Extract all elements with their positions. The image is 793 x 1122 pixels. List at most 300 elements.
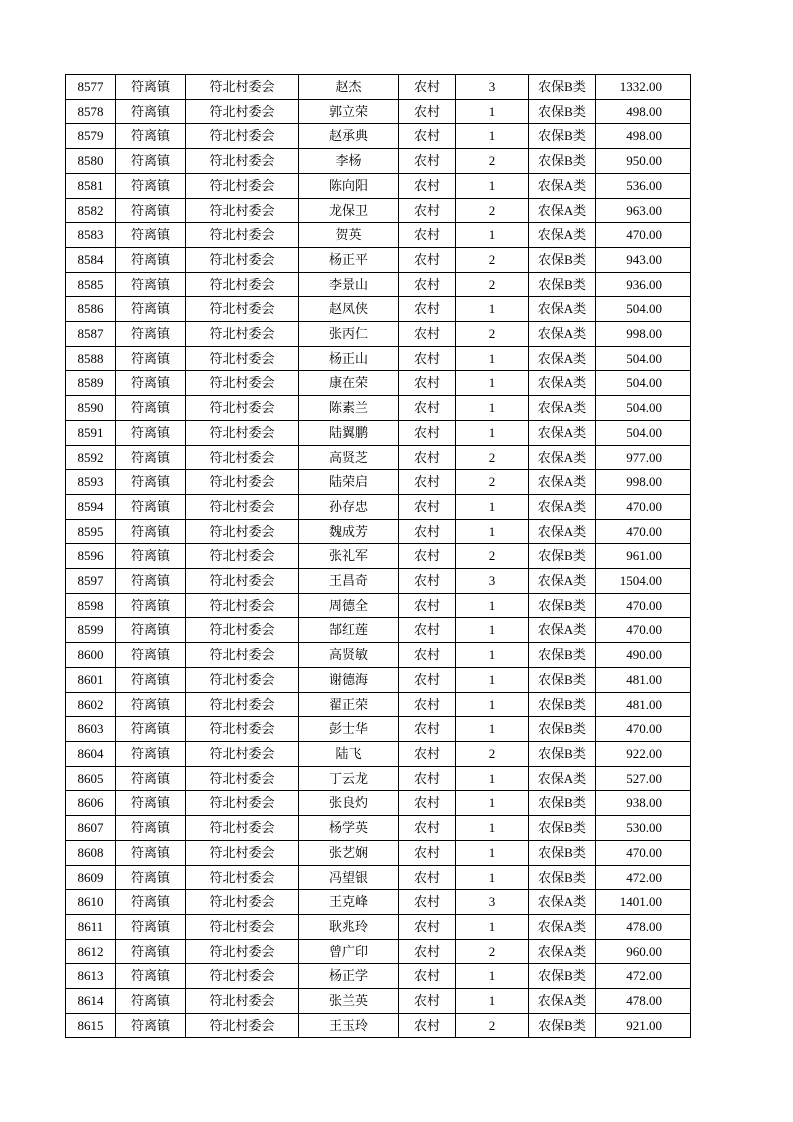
cell-residence-type: 农村 <box>399 99 456 124</box>
cell-residence-type: 农村 <box>399 75 456 100</box>
table-row <box>66 371 691 396</box>
cell-person-name: 郭立荣 <box>299 99 399 124</box>
cell-person-name: 康在荣 <box>299 371 399 396</box>
cell-amount: 938.00 <box>596 791 691 816</box>
cell-household-count: 1 <box>456 840 529 865</box>
cell-village-committee: 符北村委会 <box>186 593 299 618</box>
cell-village-committee: 符北村委会 <box>186 346 299 371</box>
cell-insurance-category: 农保A类 <box>529 519 596 544</box>
cell-residence-type: 农村 <box>399 939 456 964</box>
cell-village-committee: 符北村委会 <box>186 519 299 544</box>
cell-serial-number: 8611 <box>66 914 116 939</box>
cell-person-name: 陆飞 <box>299 741 399 766</box>
cell-insurance-category: 农保A类 <box>529 223 596 248</box>
cell-serial-number: 8609 <box>66 865 116 890</box>
cell-village-committee: 符北村委会 <box>186 939 299 964</box>
table-row <box>66 297 691 322</box>
cell-household-count: 2 <box>456 149 529 174</box>
cell-village-committee: 符北村委会 <box>186 766 299 791</box>
cell-serial-number: 8610 <box>66 890 116 915</box>
cell-town: 符离镇 <box>116 173 186 198</box>
cell-person-name: 龙保卫 <box>299 198 399 223</box>
cell-serial-number: 8603 <box>66 717 116 742</box>
cell-serial-number: 8612 <box>66 939 116 964</box>
cell-residence-type: 农村 <box>399 643 456 668</box>
cell-person-name: 张艺娴 <box>299 840 399 865</box>
cell-person-name: 陆翼鹏 <box>299 420 399 445</box>
cell-residence-type: 农村 <box>399 173 456 198</box>
cell-household-count: 1 <box>456 766 529 791</box>
cell-residence-type: 农村 <box>399 371 456 396</box>
cell-amount: 998.00 <box>596 470 691 495</box>
cell-insurance-category: 农保A类 <box>529 445 596 470</box>
cell-serial-number: 8583 <box>66 223 116 248</box>
table-row <box>66 791 691 816</box>
cell-insurance-category: 农保A类 <box>529 371 596 396</box>
cell-household-count: 1 <box>456 989 529 1014</box>
cell-amount: 470.00 <box>596 593 691 618</box>
cell-residence-type: 农村 <box>399 840 456 865</box>
cell-amount: 922.00 <box>596 741 691 766</box>
cell-insurance-category: 农保A类 <box>529 346 596 371</box>
cell-person-name: 魏成芳 <box>299 519 399 544</box>
cell-insurance-category: 农保B类 <box>529 1013 596 1038</box>
cell-household-count: 1 <box>456 346 529 371</box>
table-row <box>66 840 691 865</box>
table-row <box>66 593 691 618</box>
cell-insurance-category: 农保A类 <box>529 396 596 421</box>
table-row <box>66 667 691 692</box>
cell-amount: 961.00 <box>596 544 691 569</box>
cell-amount: 472.00 <box>596 865 691 890</box>
cell-insurance-category: 农保B类 <box>529 865 596 890</box>
cell-residence-type: 农村 <box>399 124 456 149</box>
table-row <box>66 914 691 939</box>
cell-serial-number: 8601 <box>66 667 116 692</box>
cell-person-name: 张兰英 <box>299 989 399 1014</box>
cell-town: 符离镇 <box>116 791 186 816</box>
cell-serial-number: 8581 <box>66 173 116 198</box>
cell-village-committee: 符北村委会 <box>186 247 299 272</box>
cell-residence-type: 农村 <box>399 494 456 519</box>
cell-town: 符离镇 <box>116 569 186 594</box>
cell-person-name: 周德全 <box>299 593 399 618</box>
cell-insurance-category: 农保A类 <box>529 420 596 445</box>
table-row <box>66 198 691 223</box>
cell-household-count: 2 <box>456 322 529 347</box>
cell-town: 符离镇 <box>116 717 186 742</box>
cell-village-committee: 符北村委会 <box>186 643 299 668</box>
cell-village-committee: 符北村委会 <box>186 667 299 692</box>
cell-insurance-category: 农保B类 <box>529 75 596 100</box>
cell-town: 符离镇 <box>116 766 186 791</box>
cell-village-committee: 符北村委会 <box>186 371 299 396</box>
cell-person-name: 高贤敏 <box>299 643 399 668</box>
cell-person-name: 耿兆玲 <box>299 914 399 939</box>
cell-town: 符离镇 <box>116 198 186 223</box>
cell-town: 符离镇 <box>116 420 186 445</box>
cell-person-name: 李杨 <box>299 149 399 174</box>
cell-residence-type: 农村 <box>399 741 456 766</box>
cell-person-name: 王昌奇 <box>299 569 399 594</box>
cell-residence-type: 农村 <box>399 865 456 890</box>
cell-town: 符离镇 <box>116 223 186 248</box>
table-row <box>66 1013 691 1038</box>
cell-person-name: 翟正荣 <box>299 692 399 717</box>
cell-town: 符离镇 <box>116 618 186 643</box>
cell-serial-number: 8608 <box>66 840 116 865</box>
table-row <box>66 124 691 149</box>
cell-town: 符离镇 <box>116 1013 186 1038</box>
cell-town: 符离镇 <box>116 593 186 618</box>
cell-village-committee: 符北村委会 <box>186 692 299 717</box>
cell-residence-type: 农村 <box>399 247 456 272</box>
cell-residence-type: 农村 <box>399 692 456 717</box>
cell-village-committee: 符北村委会 <box>186 272 299 297</box>
cell-amount: 963.00 <box>596 198 691 223</box>
cell-insurance-category: 农保B类 <box>529 247 596 272</box>
cell-amount: 478.00 <box>596 989 691 1014</box>
cell-amount: 490.00 <box>596 643 691 668</box>
cell-serial-number: 8577 <box>66 75 116 100</box>
cell-serial-number: 8597 <box>66 569 116 594</box>
cell-residence-type: 农村 <box>399 914 456 939</box>
table-row <box>66 692 691 717</box>
cell-village-committee: 符北村委会 <box>186 791 299 816</box>
cell-town: 符离镇 <box>116 519 186 544</box>
cell-household-count: 1 <box>456 396 529 421</box>
cell-household-count: 1 <box>456 667 529 692</box>
cell-person-name: 贺英 <box>299 223 399 248</box>
cell-amount: 943.00 <box>596 247 691 272</box>
cell-village-committee: 符北村委会 <box>186 890 299 915</box>
cell-residence-type: 农村 <box>399 322 456 347</box>
cell-person-name: 孙存忠 <box>299 494 399 519</box>
table-row <box>66 99 691 124</box>
cell-serial-number: 8584 <box>66 247 116 272</box>
cell-insurance-category: 农保A类 <box>529 989 596 1014</box>
cell-town: 符离镇 <box>116 272 186 297</box>
cell-household-count: 1 <box>456 692 529 717</box>
table-row <box>66 420 691 445</box>
cell-insurance-category: 农保A类 <box>529 494 596 519</box>
cell-residence-type: 农村 <box>399 223 456 248</box>
cell-amount: 470.00 <box>596 223 691 248</box>
table-row <box>66 75 691 100</box>
cell-person-name: 陈向阳 <box>299 173 399 198</box>
cell-town: 符离镇 <box>116 322 186 347</box>
cell-residence-type: 农村 <box>399 420 456 445</box>
cell-household-count: 1 <box>456 865 529 890</box>
cell-household-count: 1 <box>456 914 529 939</box>
cell-household-count: 1 <box>456 124 529 149</box>
cell-town: 符离镇 <box>116 667 186 692</box>
table-row <box>66 618 691 643</box>
cell-person-name: 赵凤侠 <box>299 297 399 322</box>
cell-person-name: 陈素兰 <box>299 396 399 421</box>
cell-person-name: 赵承典 <box>299 124 399 149</box>
cell-residence-type: 农村 <box>399 519 456 544</box>
cell-person-name: 杨正学 <box>299 964 399 989</box>
cell-village-committee: 符北村委会 <box>186 544 299 569</box>
cell-insurance-category: 农保B类 <box>529 840 596 865</box>
cell-town: 符离镇 <box>116 396 186 421</box>
cell-village-committee: 符北村委会 <box>186 75 299 100</box>
cell-serial-number: 8595 <box>66 519 116 544</box>
cell-insurance-category: 农保B类 <box>529 667 596 692</box>
cell-village-committee: 符北村委会 <box>186 99 299 124</box>
cell-household-count: 2 <box>456 939 529 964</box>
table-row <box>66 494 691 519</box>
table-row <box>66 939 691 964</box>
cell-town: 符离镇 <box>116 544 186 569</box>
cell-insurance-category: 农保B类 <box>529 717 596 742</box>
cell-serial-number: 8591 <box>66 420 116 445</box>
cell-household-count: 1 <box>456 593 529 618</box>
cell-serial-number: 8590 <box>66 396 116 421</box>
cell-serial-number: 8614 <box>66 989 116 1014</box>
table-row <box>66 741 691 766</box>
cell-town: 符离镇 <box>116 297 186 322</box>
cell-person-name: 郜红莲 <box>299 618 399 643</box>
cell-household-count: 1 <box>456 643 529 668</box>
cell-amount: 498.00 <box>596 99 691 124</box>
cell-residence-type: 农村 <box>399 470 456 495</box>
cell-amount: 977.00 <box>596 445 691 470</box>
cell-residence-type: 农村 <box>399 964 456 989</box>
table-row <box>66 445 691 470</box>
table-row <box>66 173 691 198</box>
cell-town: 符离镇 <box>116 470 186 495</box>
cell-person-name: 张礼军 <box>299 544 399 569</box>
cell-household-count: 2 <box>456 198 529 223</box>
cell-amount: 504.00 <box>596 297 691 322</box>
table-row <box>66 544 691 569</box>
cell-town: 符离镇 <box>116 692 186 717</box>
cell-person-name: 王玉玲 <box>299 1013 399 1038</box>
cell-village-committee: 符北村委会 <box>186 396 299 421</box>
cell-person-name: 杨正山 <box>299 346 399 371</box>
cell-household-count: 1 <box>456 494 529 519</box>
cell-insurance-category: 农保B类 <box>529 791 596 816</box>
cell-insurance-category: 农保B类 <box>529 643 596 668</box>
cell-amount: 481.00 <box>596 667 691 692</box>
cell-household-count: 1 <box>456 173 529 198</box>
cell-insurance-category: 农保A类 <box>529 890 596 915</box>
cell-town: 符离镇 <box>116 989 186 1014</box>
table-row <box>66 396 691 421</box>
cell-village-committee: 符北村委会 <box>186 322 299 347</box>
cell-person-name: 冯望银 <box>299 865 399 890</box>
cell-serial-number: 8604 <box>66 741 116 766</box>
cell-village-committee: 符北村委会 <box>186 198 299 223</box>
cell-town: 符离镇 <box>116 247 186 272</box>
cell-residence-type: 农村 <box>399 816 456 841</box>
cell-household-count: 3 <box>456 569 529 594</box>
cell-village-committee: 符北村委会 <box>186 914 299 939</box>
cell-town: 符离镇 <box>116 99 186 124</box>
cell-household-count: 2 <box>456 247 529 272</box>
cell-town: 符离镇 <box>116 840 186 865</box>
cell-town: 符离镇 <box>116 890 186 915</box>
cell-village-committee: 符北村委会 <box>186 1013 299 1038</box>
cell-insurance-category: 农保B类 <box>529 692 596 717</box>
cell-village-committee: 符北村委会 <box>186 173 299 198</box>
cell-serial-number: 8600 <box>66 643 116 668</box>
cell-household-count: 1 <box>456 717 529 742</box>
cell-village-committee: 符北村委会 <box>186 569 299 594</box>
cell-person-name: 张丙仁 <box>299 322 399 347</box>
cell-residence-type: 农村 <box>399 791 456 816</box>
table-row <box>66 890 691 915</box>
cell-serial-number: 8593 <box>66 470 116 495</box>
table-row <box>66 717 691 742</box>
cell-serial-number: 8602 <box>66 692 116 717</box>
cell-insurance-category: 农保B类 <box>529 99 596 124</box>
cell-serial-number: 8598 <box>66 593 116 618</box>
cell-serial-number: 8579 <box>66 124 116 149</box>
cell-serial-number: 8580 <box>66 149 116 174</box>
cell-amount: 950.00 <box>596 149 691 174</box>
cell-town: 符离镇 <box>116 816 186 841</box>
cell-amount: 504.00 <box>596 420 691 445</box>
cell-residence-type: 农村 <box>399 346 456 371</box>
cell-household-count: 1 <box>456 297 529 322</box>
cell-serial-number: 8596 <box>66 544 116 569</box>
cell-village-committee: 符北村委会 <box>186 741 299 766</box>
cell-residence-type: 农村 <box>399 890 456 915</box>
cell-residence-type: 农村 <box>399 272 456 297</box>
cell-town: 符离镇 <box>116 149 186 174</box>
cell-serial-number: 8613 <box>66 964 116 989</box>
cell-village-committee: 符北村委会 <box>186 840 299 865</box>
cell-person-name: 李景山 <box>299 272 399 297</box>
cell-amount: 504.00 <box>596 346 691 371</box>
cell-town: 符离镇 <box>116 494 186 519</box>
cell-serial-number: 8587 <box>66 322 116 347</box>
cell-person-name: 高贤芝 <box>299 445 399 470</box>
cell-insurance-category: 农保B类 <box>529 816 596 841</box>
cell-household-count: 1 <box>456 791 529 816</box>
cell-amount: 504.00 <box>596 396 691 421</box>
cell-residence-type: 农村 <box>399 989 456 1014</box>
cell-village-committee: 符北村委会 <box>186 494 299 519</box>
cell-amount: 470.00 <box>596 519 691 544</box>
cell-town: 符离镇 <box>116 346 186 371</box>
cell-insurance-category: 农保A类 <box>529 766 596 791</box>
cell-town: 符离镇 <box>116 939 186 964</box>
cell-serial-number: 8606 <box>66 791 116 816</box>
cell-insurance-category: 农保B类 <box>529 741 596 766</box>
cell-amount: 504.00 <box>596 371 691 396</box>
cell-person-name: 王克峰 <box>299 890 399 915</box>
cell-residence-type: 农村 <box>399 396 456 421</box>
cell-insurance-category: 农保B类 <box>529 149 596 174</box>
cell-town: 符离镇 <box>116 75 186 100</box>
cell-residence-type: 农村 <box>399 569 456 594</box>
cell-residence-type: 农村 <box>399 149 456 174</box>
cell-amount: 1504.00 <box>596 569 691 594</box>
cell-amount: 1332.00 <box>596 75 691 100</box>
cell-serial-number: 8594 <box>66 494 116 519</box>
table-row <box>66 865 691 890</box>
cell-insurance-category: 农保B类 <box>529 964 596 989</box>
cell-village-committee: 符北村委会 <box>186 717 299 742</box>
cell-person-name: 杨学英 <box>299 816 399 841</box>
cell-serial-number: 8582 <box>66 198 116 223</box>
cell-person-name: 丁云龙 <box>299 766 399 791</box>
cell-amount: 470.00 <box>596 618 691 643</box>
cell-amount: 921.00 <box>596 1013 691 1038</box>
cell-amount: 470.00 <box>596 840 691 865</box>
cell-household-count: 2 <box>456 445 529 470</box>
cell-amount: 470.00 <box>596 494 691 519</box>
cell-household-count: 2 <box>456 741 529 766</box>
table-row <box>66 964 691 989</box>
table-row <box>66 569 691 594</box>
cell-insurance-category: 农保A类 <box>529 939 596 964</box>
cell-amount: 530.00 <box>596 816 691 841</box>
table-row <box>66 149 691 174</box>
cell-insurance-category: 农保B类 <box>529 272 596 297</box>
table-row <box>66 519 691 544</box>
cell-village-committee: 符北村委会 <box>186 149 299 174</box>
cell-household-count: 1 <box>456 816 529 841</box>
cell-person-name: 张良灼 <box>299 791 399 816</box>
cell-town: 符离镇 <box>116 865 186 890</box>
cell-household-count: 1 <box>456 223 529 248</box>
cell-residence-type: 农村 <box>399 198 456 223</box>
cell-amount: 498.00 <box>596 124 691 149</box>
cell-residence-type: 农村 <box>399 297 456 322</box>
cell-amount: 478.00 <box>596 914 691 939</box>
cell-insurance-category: 农保B类 <box>529 544 596 569</box>
cell-person-name: 杨正平 <box>299 247 399 272</box>
cell-amount: 1401.00 <box>596 890 691 915</box>
cell-town: 符离镇 <box>116 643 186 668</box>
cell-residence-type: 农村 <box>399 1013 456 1038</box>
cell-village-committee: 符北村委会 <box>186 964 299 989</box>
cell-household-count: 2 <box>456 544 529 569</box>
cell-village-committee: 符北村委会 <box>186 223 299 248</box>
cell-town: 符离镇 <box>116 914 186 939</box>
cell-residence-type: 农村 <box>399 717 456 742</box>
cell-village-committee: 符北村委会 <box>186 865 299 890</box>
cell-serial-number: 8592 <box>66 445 116 470</box>
cell-serial-number: 8578 <box>66 99 116 124</box>
cell-serial-number: 8615 <box>66 1013 116 1038</box>
cell-amount: 527.00 <box>596 766 691 791</box>
cell-residence-type: 农村 <box>399 618 456 643</box>
table-row <box>66 470 691 495</box>
cell-amount: 481.00 <box>596 692 691 717</box>
cell-residence-type: 农村 <box>399 544 456 569</box>
table-row <box>66 766 691 791</box>
cell-insurance-category: 农保B类 <box>529 593 596 618</box>
cell-insurance-category: 农保B类 <box>529 124 596 149</box>
table-row <box>66 223 691 248</box>
cell-household-count: 1 <box>456 519 529 544</box>
cell-household-count: 1 <box>456 420 529 445</box>
cell-residence-type: 农村 <box>399 766 456 791</box>
table-row <box>66 643 691 668</box>
cell-insurance-category: 农保A类 <box>529 322 596 347</box>
cell-household-count: 1 <box>456 964 529 989</box>
cell-town: 符离镇 <box>116 445 186 470</box>
cell-insurance-category: 农保A类 <box>529 470 596 495</box>
table-row <box>66 989 691 1014</box>
cell-village-committee: 符北村委会 <box>186 470 299 495</box>
